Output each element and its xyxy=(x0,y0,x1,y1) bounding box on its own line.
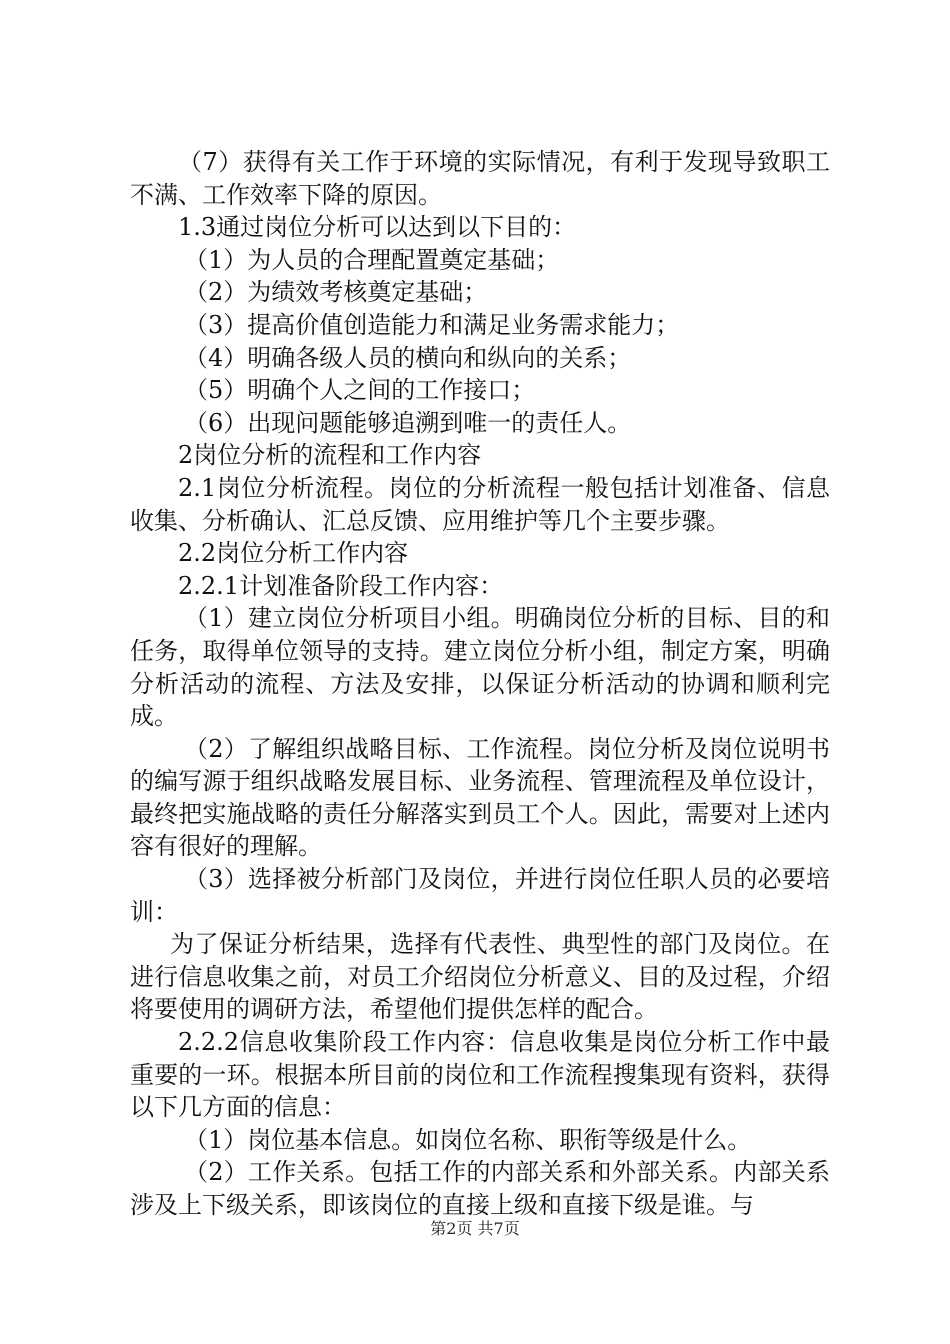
heading-2-2-1-planning: 2.2.1计划准备阶段工作内容： xyxy=(178,571,504,600)
paragraph-select-departments: （3）选择被分析部门及岗位，并进行岗位任职人员的必要培训： xyxy=(130,865,830,926)
paragraph-7-work-environment: （7）获得有关工作于环境的实际情况，有利于发现导致职工不满、工作效率下降的原因。 xyxy=(130,148,830,209)
list-item: （2）为绩效考核奠定基础； xyxy=(184,278,488,307)
paragraph-2-2-2-collection: 2.2.2信息收集阶段工作内容：信息收集是岗位分析工作中最重要的一环。根据本所目前的岗位和工作流程搜集现有资料，获得以下几方面的信息： xyxy=(130,1028,830,1122)
paragraph-work-relations: （2）工作关系。包括工作的内部关系和外部关系。内部关系涉及上下级关系，即该岗位的直接上级和直接下级是谁。与 xyxy=(130,1158,830,1219)
list-item: （1）为人员的合理配置奠定基础； xyxy=(184,245,560,274)
paragraph-strategy: （2）了解组织战略目标、工作流程。岗位分析及岗位说明书的编写源于组织战略发展目标、业务流程、管理流程及单位设计，最终把实施战略的责任分解落实到员工个人。因此，需要对上述内容有很好的理解。 xyxy=(130,734,830,861)
list-item: （6）出现问题能够追溯到唯一的责任人。 xyxy=(184,408,632,437)
paragraph-2-1-process: 2.1岗位分析流程。岗位的分析流程一般包括计划准备、信息收集、分析确认、汇总反馈、应用维护等几个主要步骤。 xyxy=(130,473,830,535)
heading-1-3-purposes: 1.3通过岗位分析可以达到以下目的： xyxy=(178,213,577,242)
document-body xyxy=(130,146,830,1222)
page-footer: 第2页 共7页 xyxy=(430,1219,520,1238)
heading-2-2-content: 2.2岗位分析工作内容 xyxy=(178,539,409,568)
paragraph-representative: 为了保证分析结果，选择有代表性、典型性的部门及岗位。在进行信息收集之前，对员工介绍岗位分析意义、目的及过程，介绍将要使用的调研方法，希望他们提供怎样的配合。 xyxy=(130,930,830,1024)
paragraph-project-team: （1）建立岗位分析项目小组。明确岗位分析的目标、目的和任务，取得单位领导的支持。建立岗位分析小组，制定方案，明确分析活动的流程、方法及安排，以保证分析活动的协调和顺利完成。 xyxy=(130,604,830,731)
list-item: （5）明确个人之间的工作接口； xyxy=(184,376,536,405)
heading-2-process: 2岗位分析的流程和工作内容 xyxy=(178,441,482,470)
paragraph-basic-info: （1）岗位基本信息。如岗位名称、职衔等级是什么。 xyxy=(184,1125,752,1154)
list-item: （4）明确各级人员的横向和纵向的关系； xyxy=(184,343,632,372)
list-item: （3）提高价值创造能力和满足业务需求能力； xyxy=(184,310,680,339)
